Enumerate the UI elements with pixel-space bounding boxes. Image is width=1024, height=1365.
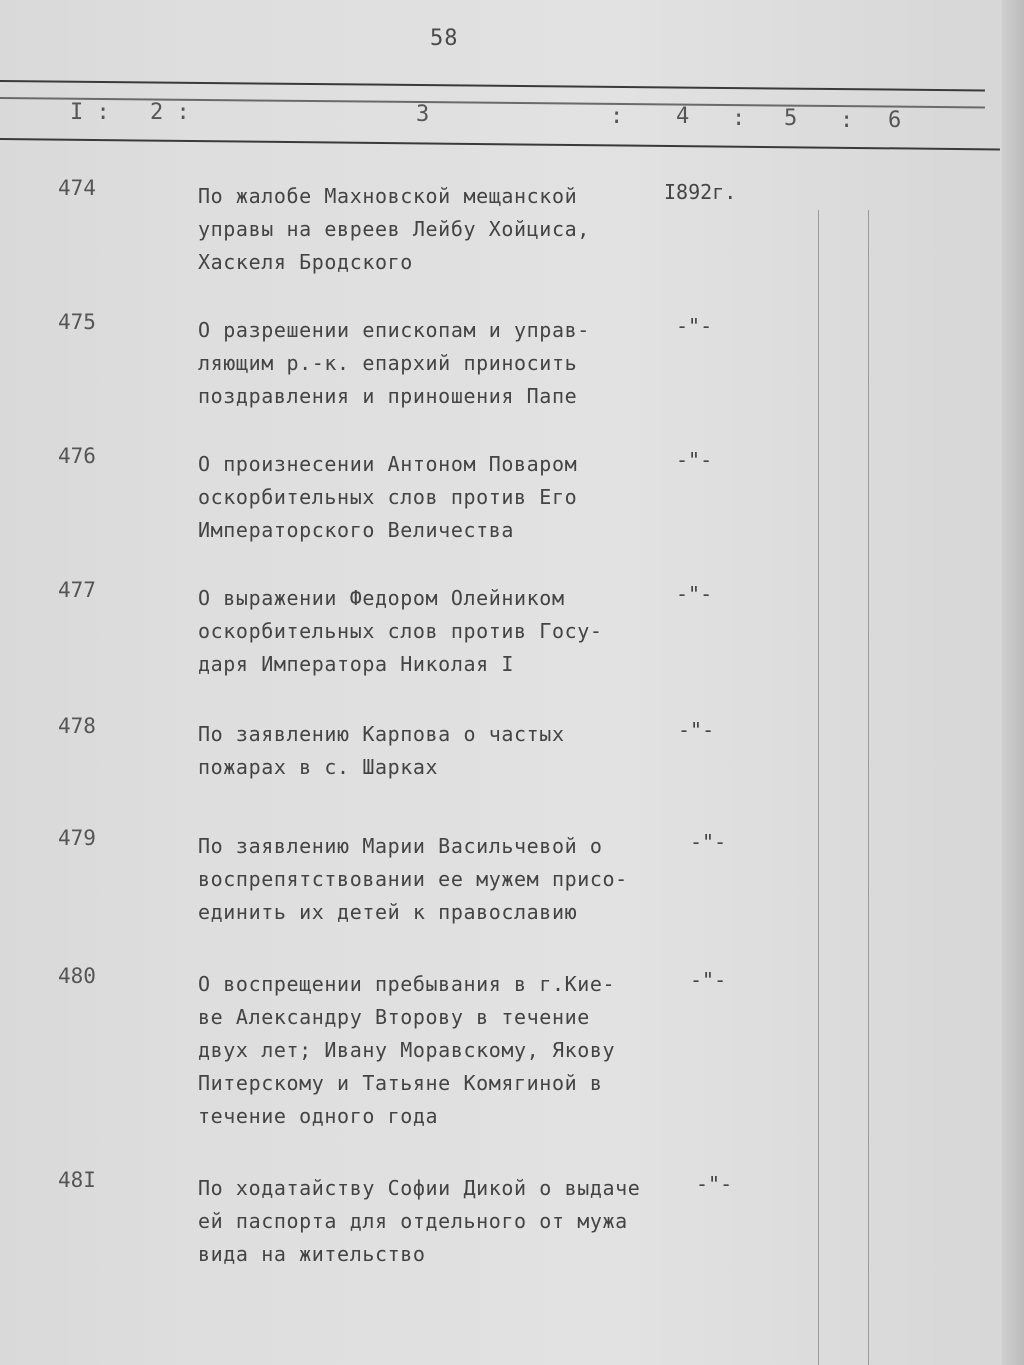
entry-date: -"-: [690, 830, 727, 854]
entry-date: I892г.: [664, 180, 737, 204]
entry-line: единить их детей к православию: [198, 900, 578, 924]
entry-description: [198, 180, 590, 279]
entry-line: По жалобе Махновской мещанской: [198, 184, 578, 208]
entry-date: -"-: [676, 582, 713, 606]
entry-line: ей паспорта для отдельного от мужа: [198, 1209, 628, 1233]
header-rule-middle: [0, 97, 985, 108]
column-divider-6: [868, 210, 869, 1365]
entry-date: -"-: [690, 968, 727, 992]
entry-line: По заявлению Карпова о частых: [198, 722, 565, 746]
entry-line: Питерскому и Татьяне Комягиной в: [198, 1071, 603, 1095]
column-separator-5: :: [840, 108, 854, 133]
entry-line: оскорбительных слов против Его: [198, 485, 578, 509]
entry-description: [198, 718, 565, 784]
entry-line: управы на евреев Лейбу Хойциса,: [198, 217, 590, 241]
entry-line: Императорского Величества: [198, 518, 515, 542]
entry-line: О разрешении епископам и управ-: [198, 318, 590, 342]
entry-line: ве Александру Второву в течение: [198, 1005, 590, 1029]
entry-date: -"-: [696, 1172, 733, 1196]
header-rule-top: [0, 80, 985, 91]
entry-line: течение одного года: [198, 1104, 439, 1128]
entry-line: Хаскеля Бродского: [198, 250, 413, 274]
page-edge: [1002, 0, 1024, 1365]
entry-description: [198, 314, 590, 413]
entry-description: [198, 968, 615, 1133]
column-header-4: 4: [676, 104, 690, 129]
entry-number: 479: [58, 826, 96, 850]
entry-description: [198, 582, 603, 681]
entry-line: О произнесении Антоном Поваром: [198, 452, 578, 476]
entry-line: О воспрещении пребывания в г.Кие-: [198, 972, 616, 996]
entry-line: двух лет; Ивану Моравскому, Якову: [198, 1038, 616, 1062]
entry-line: воспрепятствовании ее мужем присо-: [198, 867, 628, 891]
column-header-3: 3: [416, 102, 430, 127]
entry-number: 480: [58, 964, 96, 988]
entry-number: 474: [58, 176, 96, 200]
entry-number: 475: [58, 310, 96, 334]
entry-number: 477: [58, 578, 96, 602]
page-number: 58: [430, 26, 459, 51]
entry-number: 478: [58, 714, 96, 738]
column-separator-4: :: [732, 106, 746, 131]
entry-line: По ходатайству Софии Дикой о выдаче: [198, 1176, 641, 1200]
entry-date: -"-: [678, 718, 715, 742]
column-separator-3: :: [610, 104, 624, 129]
entry-line: оскорбительных слов против Госу-: [198, 619, 603, 643]
column-header-6: 6: [888, 108, 902, 133]
column-header-1: I :: [70, 100, 110, 125]
entry-line: даря Императора Николая I: [198, 652, 515, 676]
header-rule-bottom: [0, 138, 1000, 150]
entry-line: О выражении Федором Олейником: [198, 586, 565, 610]
entry-date: -"-: [676, 314, 713, 338]
column-divider-5: [818, 210, 819, 1365]
entry-line: ляющим р.-к. епархий приносить: [198, 351, 578, 375]
column-header-5: 5: [784, 106, 798, 131]
entry-date: -"-: [676, 448, 713, 472]
entry-number: 476: [58, 444, 96, 468]
entry-number: 48I: [58, 1168, 96, 1192]
entry-description: [198, 1172, 640, 1271]
entry-line: По заявлению Марии Васильчевой о: [198, 834, 603, 858]
entry-line: вида на жительство: [198, 1242, 426, 1266]
entry-description: [198, 830, 628, 929]
entry-line: поздравления и приношения Папе: [198, 384, 578, 408]
entry-description: [198, 448, 577, 547]
column-header-2: 2 :: [150, 100, 190, 125]
entry-line: пожарах в с. Шарках: [198, 755, 439, 779]
